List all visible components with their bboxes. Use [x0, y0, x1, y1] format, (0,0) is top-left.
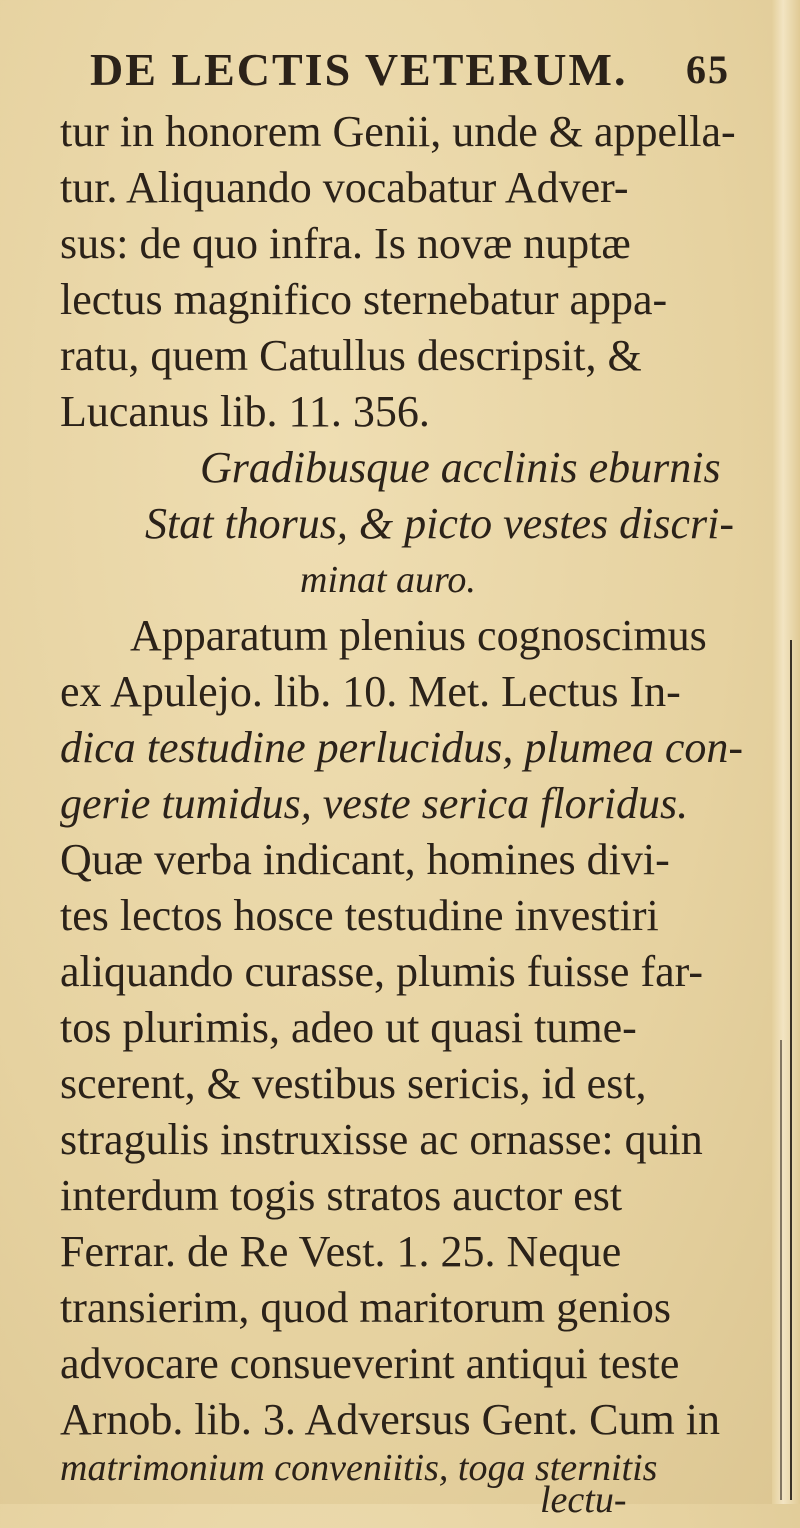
text-line: transierim, quod maritorum genios: [60, 1283, 671, 1332]
text-line: gerie tumidus, veste serica floridus.: [60, 779, 689, 828]
text-line: Apparatum plenius cognoscimus: [130, 611, 707, 660]
text-line: stragulis instruxisse ac ornasse: quin: [60, 1115, 703, 1164]
text-line: sus: de quo infra. Is novæ nuptæ: [60, 219, 631, 268]
text-line: matrimonium conveniitis, toga sternitis: [60, 1447, 658, 1489]
text-line: interdum togis stratos auctor est: [60, 1171, 623, 1220]
verse-line: Gradibusque acclinis eburnis: [200, 443, 721, 492]
text-line: tes lectos hosce testudine investiri: [60, 891, 659, 940]
page-number: 65: [686, 47, 730, 92]
running-title: DE LECTIS VETERUM.: [90, 44, 628, 95]
text-line: dica testudine perlucidus, plumea con-: [60, 723, 744, 772]
text-line: scerent, & vestibus sericis, id est,: [60, 1059, 647, 1108]
text-line: lectus magnifico sternebatur appa-: [60, 275, 668, 324]
text-line: advocare consueverint antiqui teste: [60, 1339, 680, 1388]
text-line: ratu, quem Catullus descripsit, &: [60, 331, 642, 380]
edge-rule: [790, 640, 792, 1500]
text-line: tos plurimis, adeo ut quasi tume-: [60, 1003, 637, 1052]
edge-rule: [780, 1040, 782, 1500]
text-line: aliquando curasse, plumis fuisse far-: [60, 947, 704, 996]
verse-line: minat auro.: [300, 559, 476, 601]
verse-line: Stat thorus, & picto vestes discri-: [145, 499, 735, 548]
catchword: lectu-: [540, 1479, 627, 1521]
text-line: Ferrar. de Re Vest. 1. 25. Neque: [60, 1227, 622, 1276]
text-line: Arnob. lib. 3. Adversus Gent. Cum in: [60, 1395, 720, 1444]
page-edge: [772, 0, 800, 1504]
running-header: [90, 40, 730, 100]
text-line: ex Apulejo. lib. 10. Met. Lectus In-: [60, 667, 681, 716]
text-line: Quæ verba indicant, homines divi-: [60, 835, 670, 884]
text-line: tur in honorem Genii, unde & appella-: [60, 107, 736, 156]
text-line: tur. Aliquando vocabatur Adver-: [60, 163, 629, 212]
text-line: Lucanus lib. 11. 356.: [60, 387, 430, 436]
